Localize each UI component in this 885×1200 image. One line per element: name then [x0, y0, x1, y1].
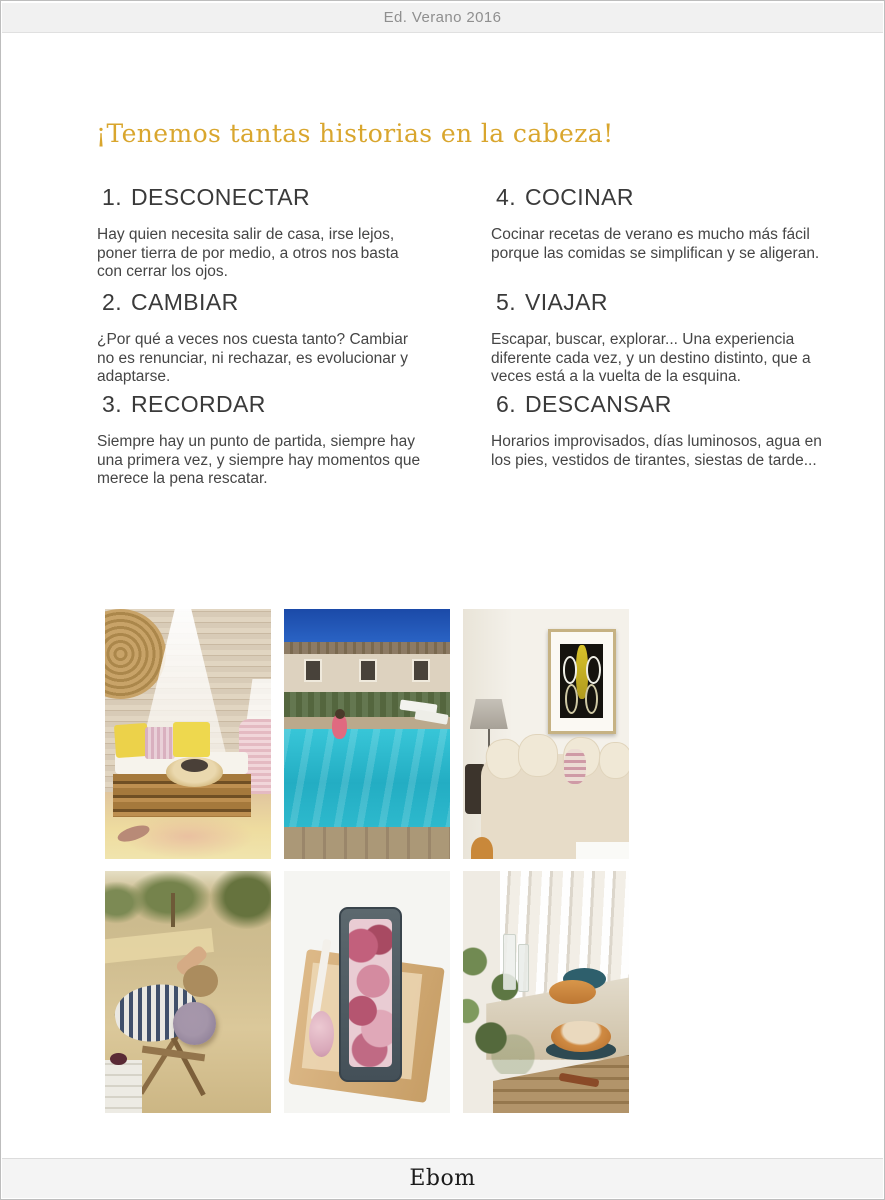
section-heading: [491, 391, 843, 418]
section-descansar: [491, 391, 843, 470]
section-title: RECORDAR: [130, 391, 266, 417]
edition-label: Ed. Verano 2016: [383, 9, 502, 26]
section-number: 2.: [102, 289, 122, 315]
section-heading: [97, 289, 449, 316]
section-title: COCINAR: [524, 184, 634, 210]
page-title: ¡Tenemos tantas historias en la cabeza!: [96, 119, 614, 148]
section-heading: [491, 184, 843, 211]
section-body: Escapar, buscar, explorar... Una experiencia diferente cada vez, y un destino distinto, que a veces está a la vuelta de la esquina.: [491, 331, 811, 385]
section-body: Hay quien necesita salir de casa, irse lejos, poner tierra de por medio, a otros nos basta con cerrar los ojos.: [97, 226, 399, 280]
section-desconectar: [97, 184, 449, 282]
sections-area: [97, 184, 837, 514]
section-number: 5.: [496, 289, 516, 315]
ice-cream: [349, 919, 392, 1067]
section-number: 3.: [102, 391, 122, 417]
section-heading: [97, 184, 449, 211]
section-heading: [491, 289, 843, 316]
sections-column-left: [97, 184, 449, 514]
sections-column-right: [491, 184, 843, 514]
tree: [210, 871, 271, 929]
section-title: DESCANSAR: [524, 391, 672, 417]
lamp-shade: [470, 699, 508, 729]
section-title: CAMBIAR: [130, 289, 239, 315]
pink-pillow: [145, 727, 175, 760]
section-heading: [97, 391, 449, 418]
section-number: 1.: [102, 184, 122, 210]
sun-hat: [173, 1002, 216, 1046]
section-viajar: [491, 289, 843, 387]
orange-bowl: [549, 980, 595, 1004]
section-body: Siempre hay un punto de partida, siempre hay una primera vez, y siempre hay momentos que merece la pena rescatar.: [97, 433, 421, 487]
section-cocinar: [491, 184, 843, 263]
photo-pool[interactable]: [284, 609, 450, 859]
photo-siesta-field[interactable]: [105, 871, 271, 1113]
tree: [105, 881, 145, 925]
photo-berry-ice-cream[interactable]: [284, 871, 450, 1113]
art-print: [560, 644, 603, 718]
section-number: 6.: [496, 391, 516, 417]
section-title: DESCONECTAR: [130, 184, 311, 210]
white-crate: [105, 1060, 142, 1113]
photo-terrace-daybed[interactable]: [105, 609, 271, 859]
brand-logo: Ebom: [409, 1166, 476, 1191]
yellow-pillow: [114, 723, 149, 758]
photo-grid: [105, 609, 629, 1113]
section-body: Cocinar recetas de verano es mucho más fácil porque las comidas se simplifican y se aligeran.: [491, 226, 820, 262]
wall-art-frame: [548, 629, 616, 734]
sky: [284, 609, 450, 642]
glass: [518, 944, 530, 992]
section-number: 4.: [496, 184, 516, 210]
photo-outdoor-table[interactable]: [463, 871, 629, 1113]
section-recordar: [97, 391, 449, 489]
yellow-pillow: [173, 722, 210, 757]
section-title: VIAJAR: [524, 289, 608, 315]
section-body: Horarios improvisados, días luminosos, agua en los pies, vestidos de tirantes, siestas de tarde...: [491, 433, 822, 469]
glass: [503, 934, 516, 990]
edition-header: [2, 3, 883, 33]
footer: [2, 1158, 883, 1198]
photo-living-room[interactable]: [463, 609, 629, 859]
section-cambiar: [97, 289, 449, 387]
pink-cushion: [564, 749, 586, 784]
section-body: ¿Por qué a veces nos cuesta tanto? Cambiar no es renunciar, ni rechazar, es evolucionar y adaptarse.: [97, 331, 409, 385]
